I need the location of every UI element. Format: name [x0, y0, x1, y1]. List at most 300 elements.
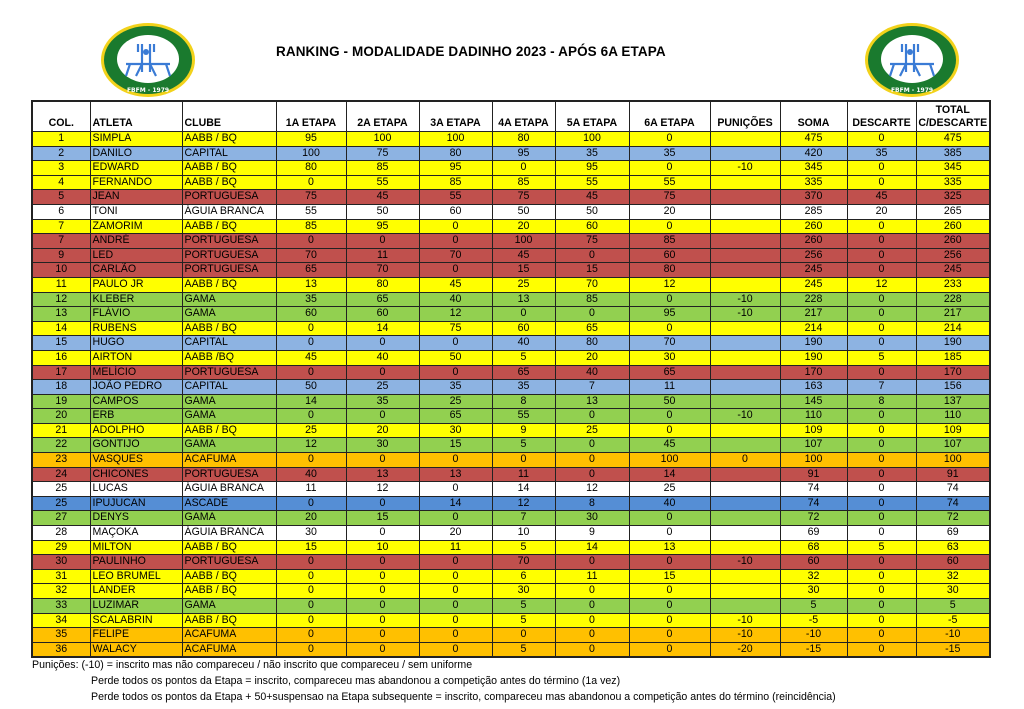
cell-clube: CAPITAL [182, 336, 276, 351]
cell-etapa-5: 15 [555, 263, 629, 278]
cell-soma: 30 [780, 584, 847, 599]
cell-etapa-6: 55 [629, 175, 710, 190]
cell-soma: -5 [780, 613, 847, 628]
cell-atleta: DANILO [90, 146, 182, 161]
cell-soma: 170 [780, 365, 847, 380]
cell-etapa-2: 20 [346, 423, 419, 438]
cell-atleta: IPUJUCAN [90, 496, 182, 511]
cell-etapa-2: 0 [346, 336, 419, 351]
cell-descarte: 8 [847, 394, 916, 409]
cell-total: 260 [916, 234, 990, 249]
cell-etapa-2: 0 [346, 234, 419, 249]
cell-etapa-1: 0 [276, 496, 346, 511]
cell-etapa-3: 0 [419, 569, 492, 584]
cell-clube: PORTUGUESA [182, 365, 276, 380]
cell-etapa-4: 30 [492, 584, 555, 599]
cell-punicoes: -10 [710, 292, 780, 307]
cell-etapa-2: 100 [346, 132, 419, 147]
cell-descarte: 5 [847, 350, 916, 365]
cell-col: 25 [32, 496, 90, 511]
cell-etapa-5: 13 [555, 394, 629, 409]
table-row [32, 336, 990, 351]
cell-etapa-3: 35 [419, 380, 492, 395]
cell-etapa-4: 20 [492, 219, 555, 234]
cell-etapa-6: 0 [629, 219, 710, 234]
cell-clube: GAMA [182, 438, 276, 453]
cell-etapa-6: 0 [629, 292, 710, 307]
cell-total: 256 [916, 248, 990, 263]
cell-etapa-5: 0 [555, 642, 629, 657]
cell-punicoes [710, 336, 780, 351]
cell-total: 100 [916, 453, 990, 468]
table-row [32, 613, 990, 628]
cell-etapa-1: 70 [276, 248, 346, 263]
cell-etapa-5: 0 [555, 628, 629, 643]
cell-etapa-6: 20 [629, 204, 710, 219]
cell-soma: 345 [780, 161, 847, 176]
cell-etapa-6: 35 [629, 146, 710, 161]
cell-etapa-6: 50 [629, 394, 710, 409]
cell-etapa-4: 5 [492, 438, 555, 453]
cell-col: 31 [32, 569, 90, 584]
cell-punicoes [710, 380, 780, 395]
cell-total: 217 [916, 307, 990, 322]
cell-clube: GAMA [182, 292, 276, 307]
cell-etapa-6: 0 [629, 409, 710, 424]
cell-clube: CAPITAL [182, 380, 276, 395]
cell-etapa-2: 85 [346, 161, 419, 176]
cell-etapa-4: 55 [492, 409, 555, 424]
cell-etapa-4: 5 [492, 540, 555, 555]
table-row [32, 263, 990, 278]
cell-etapa-2: 13 [346, 467, 419, 482]
cell-etapa-5: 25 [555, 423, 629, 438]
cell-etapa-6: 11 [629, 380, 710, 395]
cell-etapa-5: 0 [555, 599, 629, 614]
cell-etapa-4: 50 [492, 204, 555, 219]
cell-etapa-6: 95 [629, 307, 710, 322]
header-punicoes: PUNIÇÕES [710, 101, 780, 132]
cell-col: 3 [32, 161, 90, 176]
table-row [32, 511, 990, 526]
cell-clube: PORTUGUESA [182, 190, 276, 205]
cell-soma: 74 [780, 496, 847, 511]
cell-clube: AABB / BQ [182, 540, 276, 555]
cell-etapa-1: 0 [276, 628, 346, 643]
cell-etapa-2: 40 [346, 350, 419, 365]
cell-descarte: 0 [847, 234, 916, 249]
cell-etapa-5: 95 [555, 161, 629, 176]
cell-etapa-2: 70 [346, 263, 419, 278]
cell-col: 7 [32, 234, 90, 249]
cell-atleta: DENYS [90, 511, 182, 526]
cell-col: 33 [32, 599, 90, 614]
cell-etapa-3: 25 [419, 394, 492, 409]
cell-etapa-5: 0 [555, 555, 629, 570]
cell-descarte: 0 [847, 482, 916, 497]
cell-etapa-1: 0 [276, 613, 346, 628]
cell-total: 185 [916, 350, 990, 365]
cell-atleta: RUBENS [90, 321, 182, 336]
cell-total: 74 [916, 482, 990, 497]
cell-punicoes [710, 526, 780, 541]
cell-total: 335 [916, 175, 990, 190]
cell-etapa-3: 0 [419, 219, 492, 234]
cell-etapa-2: 75 [346, 146, 419, 161]
header-etapa-3: 3A ETAPA [419, 101, 492, 132]
cell-clube: AABB / BQ [182, 613, 276, 628]
table-row [32, 292, 990, 307]
cell-soma: 100 [780, 453, 847, 468]
cell-descarte: 0 [847, 132, 916, 147]
cell-col: 29 [32, 540, 90, 555]
cell-etapa-3: 40 [419, 292, 492, 307]
cell-descarte: 0 [847, 365, 916, 380]
cell-atleta: LUCAS [90, 482, 182, 497]
cell-etapa-4: 95 [492, 146, 555, 161]
cell-etapa-4: 0 [492, 161, 555, 176]
cell-total: 30 [916, 584, 990, 599]
cell-descarte: 0 [847, 584, 916, 599]
cell-descarte: 0 [847, 453, 916, 468]
cell-soma: 163 [780, 380, 847, 395]
table-row [32, 394, 990, 409]
cell-punicoes: -10 [710, 628, 780, 643]
cell-etapa-3: 12 [419, 307, 492, 322]
cell-etapa-1: 12 [276, 438, 346, 453]
cell-etapa-2: 80 [346, 277, 419, 292]
cell-etapa-5: 0 [555, 248, 629, 263]
header-total-line2: C/DESCARTE [918, 117, 988, 129]
cell-total: 190 [916, 336, 990, 351]
cell-punicoes [710, 496, 780, 511]
cell-punicoes [710, 248, 780, 263]
cell-etapa-2: 35 [346, 394, 419, 409]
cell-etapa-3: 0 [419, 555, 492, 570]
cell-punicoes [710, 219, 780, 234]
cell-etapa-4: 70 [492, 555, 555, 570]
cell-etapa-3: 65 [419, 409, 492, 424]
cell-etapa-4: 85 [492, 175, 555, 190]
cell-etapa-6: 80 [629, 263, 710, 278]
cell-etapa-3: 85 [419, 175, 492, 190]
cell-etapa-6: 70 [629, 336, 710, 351]
cell-soma: -10 [780, 628, 847, 643]
cell-etapa-6: 0 [629, 555, 710, 570]
cell-punicoes [710, 365, 780, 380]
header-clube: CLUBE [182, 101, 276, 132]
table-row [32, 599, 990, 614]
cell-col: 34 [32, 613, 90, 628]
cell-clube: AABB / BQ [182, 161, 276, 176]
cell-etapa-1: 11 [276, 482, 346, 497]
cell-etapa-6: 30 [629, 350, 710, 365]
cell-descarte: 0 [847, 248, 916, 263]
cell-clube: GAMA [182, 307, 276, 322]
cell-total: -10 [916, 628, 990, 643]
cell-atleta: FLÁVIO [90, 307, 182, 322]
cell-col: 28 [32, 526, 90, 541]
table-row [32, 569, 990, 584]
cell-etapa-2: 0 [346, 409, 419, 424]
cell-etapa-2: 45 [346, 190, 419, 205]
note-line-3: Perde todos os pontos da Etapa + 50+suspensao na Etapa subsequente = inscrito, compareceu mas abandonou a competição antes do término (reincidência) [91, 691, 836, 703]
cell-etapa-3: 70 [419, 248, 492, 263]
cell-etapa-4: 10 [492, 526, 555, 541]
cell-col: 35 [32, 628, 90, 643]
cell-punicoes [710, 438, 780, 453]
cell-atleta: TONI [90, 204, 182, 219]
cell-soma: 214 [780, 321, 847, 336]
cell-etapa-1: 65 [276, 263, 346, 278]
cell-clube: ASCADE [182, 496, 276, 511]
cell-clube: ÁGUIA BRANCA [182, 526, 276, 541]
cell-descarte: 0 [847, 467, 916, 482]
cell-atleta: MELÍCIO [90, 365, 182, 380]
cell-etapa-1: 13 [276, 277, 346, 292]
table-row [32, 190, 990, 205]
cell-clube: ÁGUIA BRANCA [182, 204, 276, 219]
cell-atleta: FELIPE [90, 628, 182, 643]
cell-etapa-3: 11 [419, 540, 492, 555]
cell-soma: 32 [780, 569, 847, 584]
cell-etapa-2: 0 [346, 613, 419, 628]
cell-total: -5 [916, 613, 990, 628]
cell-atleta: ZAMORIM [90, 219, 182, 234]
cell-clube: GAMA [182, 599, 276, 614]
cell-clube: AABB / BQ [182, 569, 276, 584]
header-etapa-6: 6A ETAPA [629, 101, 710, 132]
cell-soma: 145 [780, 394, 847, 409]
cell-col: 4 [32, 175, 90, 190]
table-row [32, 175, 990, 190]
cell-etapa-5: 12 [555, 482, 629, 497]
cell-total: -15 [916, 642, 990, 657]
cell-etapa-5: 0 [555, 584, 629, 599]
cell-etapa-5: 45 [555, 190, 629, 205]
cell-clube: ACAFUMA [182, 628, 276, 643]
cell-col: 12 [32, 292, 90, 307]
cell-etapa-6: 12 [629, 277, 710, 292]
cell-col: 19 [32, 394, 90, 409]
header-total [916, 101, 990, 132]
cell-punicoes: -10 [710, 613, 780, 628]
cell-etapa-1: 15 [276, 540, 346, 555]
cell-punicoes [710, 146, 780, 161]
cell-etapa-5: 80 [555, 336, 629, 351]
cell-punicoes [710, 234, 780, 249]
cell-clube: PORTUGUESA [182, 467, 276, 482]
cell-etapa-1: 40 [276, 467, 346, 482]
cell-clube: AABB /BQ [182, 350, 276, 365]
cell-soma: 475 [780, 132, 847, 147]
cell-col: 7 [32, 219, 90, 234]
cell-etapa-4: 25 [492, 277, 555, 292]
cell-atleta: LEO BRUMEL [90, 569, 182, 584]
cell-punicoes [710, 482, 780, 497]
cell-etapa-1: 0 [276, 584, 346, 599]
table-row [32, 248, 990, 263]
cell-atleta: PAULO JR [90, 277, 182, 292]
cell-total: 245 [916, 263, 990, 278]
cell-descarte: 0 [847, 526, 916, 541]
cell-etapa-3: 0 [419, 336, 492, 351]
header-total-line1: TOTAL [935, 104, 970, 116]
cell-etapa-2: 0 [346, 599, 419, 614]
cell-etapa-6: 15 [629, 569, 710, 584]
cell-total: 107 [916, 438, 990, 453]
cell-clube: PORTUGUESA [182, 555, 276, 570]
table-row [32, 132, 990, 147]
cell-etapa-4: 9 [492, 423, 555, 438]
table-row [32, 467, 990, 482]
cell-atleta: LED [90, 248, 182, 263]
header-atleta: ATLETA [90, 101, 182, 132]
cell-atleta: MAÇOKA [90, 526, 182, 541]
cell-etapa-1: 20 [276, 511, 346, 526]
cell-soma: 420 [780, 146, 847, 161]
cell-soma: 260 [780, 219, 847, 234]
cell-total: 214 [916, 321, 990, 336]
cell-atleta: GONTIJO [90, 438, 182, 453]
cell-etapa-6: 0 [629, 584, 710, 599]
cell-atleta: SIMPLA [90, 132, 182, 147]
cell-etapa-3: 0 [419, 584, 492, 599]
cell-etapa-6: 45 [629, 438, 710, 453]
cell-etapa-5: 60 [555, 219, 629, 234]
cell-clube: PORTUGUESA [182, 234, 276, 249]
cell-clube: ACAFUMA [182, 453, 276, 468]
cell-soma: 107 [780, 438, 847, 453]
cell-etapa-5: 0 [555, 438, 629, 453]
cell-atleta: ERB [90, 409, 182, 424]
cell-col: 9 [32, 248, 90, 263]
cell-atleta: EDWARD [90, 161, 182, 176]
cell-soma: 190 [780, 350, 847, 365]
cell-atleta: MILTON [90, 540, 182, 555]
cell-col: 25 [32, 482, 90, 497]
cell-soma: 260 [780, 234, 847, 249]
cell-etapa-2: 0 [346, 496, 419, 511]
cell-total: 32 [916, 569, 990, 584]
cell-atleta: PAULINHO [90, 555, 182, 570]
cell-etapa-3: 0 [419, 365, 492, 380]
table-row [32, 307, 990, 322]
cell-clube: AABB / BQ [182, 132, 276, 147]
cell-descarte: 0 [847, 642, 916, 657]
cell-punicoes [710, 350, 780, 365]
table-row [32, 277, 990, 292]
cell-total: 325 [916, 190, 990, 205]
cell-soma: 109 [780, 423, 847, 438]
cell-punicoes [710, 599, 780, 614]
cell-etapa-2: 0 [346, 365, 419, 380]
table-row [32, 204, 990, 219]
cell-etapa-3: 95 [419, 161, 492, 176]
note-line-2: Perde todos os pontos da Etapa = inscrito, compareceu mas abandonou a competição antes do término (1a vez) [91, 675, 621, 687]
table-row [32, 380, 990, 395]
cell-atleta: JEAN [90, 190, 182, 205]
table-row [32, 161, 990, 176]
cell-soma: 228 [780, 292, 847, 307]
cell-punicoes: -20 [710, 642, 780, 657]
cell-etapa-3: 100 [419, 132, 492, 147]
cell-atleta: LANDER [90, 584, 182, 599]
cell-etapa-2: 65 [346, 292, 419, 307]
cell-etapa-5: 0 [555, 409, 629, 424]
table-row [32, 555, 990, 570]
cell-etapa-4: 5 [492, 613, 555, 628]
header-etapa-1: 1A ETAPA [276, 101, 346, 132]
table-row [32, 146, 990, 161]
cell-etapa-5: 65 [555, 321, 629, 336]
table-row [32, 365, 990, 380]
cell-etapa-6: 0 [629, 511, 710, 526]
cell-etapa-4: 7 [492, 511, 555, 526]
cell-atleta: VASQUES [90, 453, 182, 468]
cell-col: 21 [32, 423, 90, 438]
cell-descarte: 0 [847, 219, 916, 234]
cell-descarte: 0 [847, 613, 916, 628]
cell-atleta: HUGO [90, 336, 182, 351]
cell-etapa-6: 0 [629, 321, 710, 336]
cell-col: 24 [32, 467, 90, 482]
cell-total: 91 [916, 467, 990, 482]
header-soma: SOMA [780, 101, 847, 132]
cell-total: 170 [916, 365, 990, 380]
cell-etapa-1: 14 [276, 394, 346, 409]
cell-punicoes [710, 263, 780, 278]
cell-etapa-3: 0 [419, 263, 492, 278]
table-row [32, 321, 990, 336]
table-row [32, 628, 990, 643]
cell-etapa-2: 11 [346, 248, 419, 263]
cell-etapa-3: 13 [419, 467, 492, 482]
cell-punicoes [710, 540, 780, 555]
cell-soma: 69 [780, 526, 847, 541]
cell-etapa-6: 0 [629, 613, 710, 628]
cell-etapa-4: 8 [492, 394, 555, 409]
cell-etapa-2: 15 [346, 511, 419, 526]
cell-col: 5 [32, 190, 90, 205]
logo-caption: FBFM - 1979 [126, 87, 170, 94]
table-row [32, 540, 990, 555]
cell-clube: PORTUGUESA [182, 248, 276, 263]
cell-etapa-5: 30 [555, 511, 629, 526]
cell-etapa-4: 100 [492, 234, 555, 249]
cell-soma: 60 [780, 555, 847, 570]
cell-etapa-6: 40 [629, 496, 710, 511]
cell-etapa-3: 60 [419, 204, 492, 219]
page-title: RANKING - MODALIDADE DADINHO 2023 - APÓS 6A ETAPA [276, 44, 666, 59]
cell-total: 110 [916, 409, 990, 424]
cell-etapa-1: 95 [276, 132, 346, 147]
cell-etapa-3: 55 [419, 190, 492, 205]
cell-etapa-4: 13 [492, 292, 555, 307]
cell-etapa-4: 35 [492, 380, 555, 395]
cell-etapa-5: 85 [555, 292, 629, 307]
cell-punicoes [710, 569, 780, 584]
fbfm-logo-left [100, 22, 196, 98]
cell-atleta: CARLÃO [90, 263, 182, 278]
note-line-1: Punições: (-10) = inscrito mas não compareceu / não inscrito que compareceu / sem uniforme [32, 659, 473, 671]
cell-etapa-5: 75 [555, 234, 629, 249]
cell-col: 1 [32, 132, 90, 147]
cell-atleta: JOÃO PEDRO [90, 380, 182, 395]
cell-etapa-4: 0 [492, 307, 555, 322]
fbfm-logo-icon [100, 22, 196, 98]
cell-etapa-6: 0 [629, 526, 710, 541]
